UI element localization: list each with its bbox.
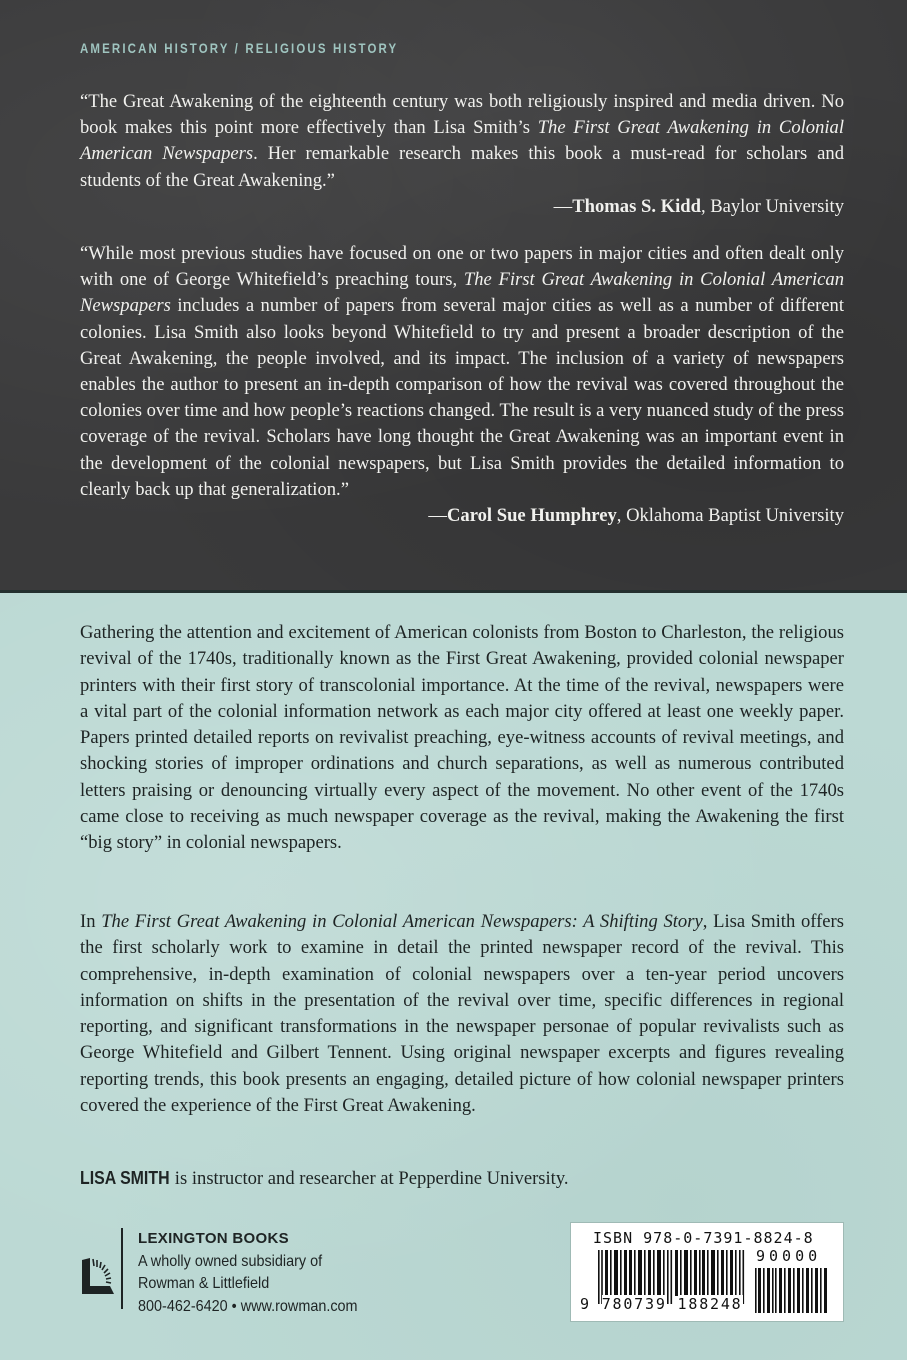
book-title: The First Great Awakening in Colonial American Newspapers <box>80 269 844 317</box>
endorser-name: Thomas S. Kidd <box>572 195 701 217</box>
publisher-subsidiary-line: A wholly owned subsidiary of <box>138 1252 323 1270</box>
endorsement-kidd <box>80 89 844 220</box>
quote-text: . Her remarkable research makes this book a must-read for scholars and students of the Great Awakening.” <box>80 143 844 191</box>
publisher-parent: Rowman & Littlefield <box>138 1275 270 1292</box>
endorsement-humphrey <box>80 241 844 529</box>
publisher-divider <box>121 1228 123 1309</box>
book-title: The First Great Awakening in Colonial American Newspapers <box>80 117 844 165</box>
endorser-affiliation: , Baylor University <box>700 195 844 217</box>
isbn-label: ISBN 978-0-7391-8824-8 <box>593 1229 814 1247</box>
publisher-contact: 800-462-6420 • www.rowman.com <box>138 1297 358 1315</box>
category-label: AMERICAN HISTORY / RELIGIOUS HISTORY <box>80 40 399 56</box>
author-name: LISA SMITH <box>80 1167 170 1188</box>
quote-text: includes a number of papers from several major cities as well as a number of different colonies. Lisa Smith also looks beyond Whitefield to try and present a broader description of the Great Awakening, the people involved, and its impact. The inclusion of a variety of newspapers enables the author to present an in-depth comparison of how the revival was covered throughout the colonies over time and how people’s reactions changed. The result is a very nuanced study of the press coverage of the revival. Scholars have long thought the Great Awakening was an important event in the development of the colonial newspapers, but Lisa Smith provides the detailed information to clearly back up that generalization.” <box>80 295 844 500</box>
quote-text: “While most previous studies have focused on one or two papers in major cities and often dealt only with one of George Whitefield’s preaching tours, <box>80 243 844 291</box>
publisher-name: LEXINGTON BOOKS <box>138 1230 289 1247</box>
author-bio-text: is instructor and researcher at Pepperdine University. <box>170 1168 569 1189</box>
quote-text: “The Great Awakening of the eighteenth century was both religiously inspired and media driven. No book makes this point more effectively than Lisa Smith’s <box>80 91 844 139</box>
attribution: —Thomas S. Kidd, Baylor University <box>553 195 844 217</box>
endorsements-panel <box>0 0 907 593</box>
addon-price-code: 90000 <box>756 1247 822 1265</box>
endorser-affiliation: , Oklahoma Baptist University <box>616 505 844 527</box>
description-paragraph-1: Gathering the attention and excitement of American colonists from Boston to Charleston, the religious revival of the 1740s, traditionally known as the First Great Awakening, provided colonial newspaper printers with their first story of transcolonial importance. At the time of the revival, newspapers were a vital part of the colonial information network as each major city offered at least one weekly paper. Papers printed detailed reports on revivalist preaching, eye-witness accounts of revival meetings, and shocking stories of improper ordinations and church separations, as well as numerous contributed letters praising or denouncing virtually every aspect of the movement. No other event of the 1740s came close to receiving as much newspaper coverage as the revival, making the Awakening the first “big story” in colonial newspapers. <box>80 622 844 854</box>
addon-barcode-icon <box>755 1268 828 1313</box>
book-title: The First Great Awakening in Colonial American Newspapers: A Shifting Story <box>101 911 703 932</box>
publisher-info <box>138 1228 382 1318</box>
ean-digits: 9 780739 188248 <box>580 1295 743 1313</box>
author-bio <box>80 1167 569 1190</box>
lexington-books-logo-icon <box>80 1256 116 1296</box>
endorser-name: Carol Sue Humphrey <box>446 505 617 527</box>
description-paragraph-2: In The First Great Awakening in Colonial American Newspapers: A Shifting Story, Lisa Smith offers the first scholarly work to examine in detail the printed newspaper record of the revival. This comprehensive, in-depth examination of colonial newspapers over a ten-year period uncovers information on shifts in the presentation of the revival over time, specific differences in regional reporting, and significant transformations in the newspaper personae of popular revivalists such as George Whitefield and Gilbert Tennent. Using original newspaper excerpts and figures revealing reporting trends, this book presents an engaging, detailed picture of how colonial newspaper printers covered the experience of the First Great Awakening. <box>80 911 844 1117</box>
attribution: —Carol Sue Humphrey, Oklahoma Baptist University <box>428 505 844 527</box>
isbn-barcode <box>570 1222 844 1322</box>
